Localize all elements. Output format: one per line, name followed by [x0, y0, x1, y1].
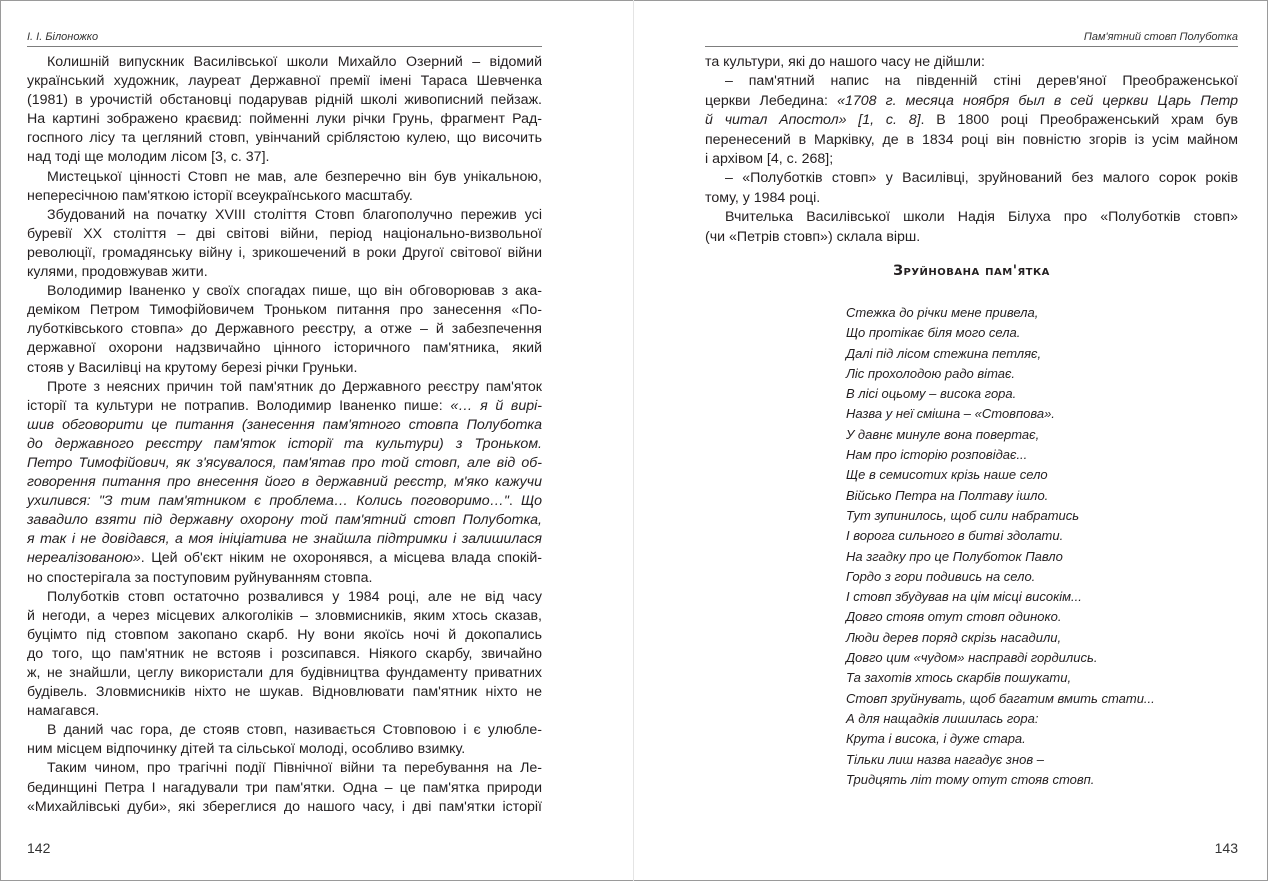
running-head-author: І. І. Білоножко [27, 31, 542, 47]
poem-line: Крута і висока, і дуже стара. [846, 731, 1026, 747]
poem-line: Військо Петра на Полтаву ішло. [846, 487, 1049, 503]
poem-line: Ліс прохолодою радо вітає. [846, 365, 1016, 381]
text-line: В даний час гора, де стояв стовп, називається Стовповою і є улюбле- [47, 722, 542, 739]
text-line: Колишній випускник Василівської школи Михайло Озерний – відомий [47, 54, 542, 70]
italic-quote-segment: шив обговорити це питання (занесення пам'ятного стовпа Полуботка [27, 416, 542, 433]
poem [846, 303, 1155, 790]
text-line: кулями, продовжував жити. [27, 264, 208, 281]
text-line: над тоді ще молодим лісом [3, с. 37]. [27, 149, 270, 166]
italic-quote-segment: Що [521, 493, 542, 510]
text-line [27, 435, 542, 454]
text-line: (чи «Петрів стовп») склала вірш. [705, 228, 921, 245]
poem-line: В лісі оцьому – висока гора. [846, 386, 1017, 402]
text-line: буцімто під стовпом закопано скарб. Ну вони якоїсь ночі й докопались [27, 626, 542, 643]
text-line: Проте з неясних причин той пам'ятник до Державного реєстру пам'яток [47, 378, 542, 395]
text-line: «Михайлівські дуби», які збереглися до нашого часу, і дві пам'ятки історії [27, 798, 542, 815]
poem-line: Люди дерев поряд скрізь насадили, [846, 629, 1062, 645]
poem-line: У давнє минуле вона повертає, [846, 426, 1040, 442]
text-line: луботківського стовпа» до Державного реєстру, а отже – й забезпечення [27, 321, 542, 338]
text-line: Вчителька Василівської школи Надія Білуха про «Полуботків стовп» [725, 209, 1238, 226]
text-line [27, 549, 542, 568]
page-number: 143 [1214, 840, 1238, 856]
italic-quote-segment: я так і не довідався, а моя ініціатива не знайшла підтримки і залишилася [27, 531, 542, 548]
gutter [633, 0, 634, 881]
poem-line: Далі під лісом стежина петляє, [846, 345, 1042, 361]
text-line: український художник, лауреат Державної премії імені Тараса Шевченка [27, 73, 542, 90]
poem-line: Нам про історію розповідає... [846, 447, 1028, 463]
text-line: й негоди, а через місцевих алкоголіків – зловмисників, яким хтось сказав, [27, 607, 542, 624]
text-line [27, 492, 542, 511]
poem-line: Ще в семисотих крізь наше село [846, 467, 1048, 483]
right-page [705, 0, 1238, 881]
italic-quote-segment: до державного реєстру пам'яток історії та культури) з Троньком. [27, 435, 542, 452]
text-line: буревії XX століття – дві світові війни, період національно-визвольної [27, 225, 542, 242]
page-number: 142 [27, 840, 51, 856]
italic-quote-segment: нереалізованою» [27, 550, 141, 567]
text-line: (1981) в урочистій обстановці подарував рідній школі живописний пейзаж. [27, 92, 542, 109]
text-line [27, 416, 542, 435]
text-line: бединщині Петра І нагадували три пам'ятки. Одна – це пам'ятка природи [27, 779, 542, 796]
text-line: до того, що пам'ятник не встояв і розсипався. Ніякого скарбу, звичайно [27, 645, 542, 662]
left-page [27, 0, 542, 881]
text-line [705, 111, 1238, 130]
text-line [27, 511, 542, 530]
text-line: намагався. [27, 703, 100, 720]
italic-quote-segment: Петро Тимофійович, як з'ясувалося, пам'ятав про той стовп, але від об- [27, 454, 542, 471]
text-line: госпного лісу та цегляний стовп, увінчаний сріблястою кулею, що височить [27, 130, 542, 147]
text-line: Мистецької цінності Стовп не мав, але безперечно він був унікальною, [47, 168, 542, 185]
italic-quote-segment: завадило взяти під державну охорону той пам'ятний стовп Полуботка, [27, 512, 542, 529]
text-line: Полуботків стовп остаточно розвалився у 1984 році, але не від часу [47, 588, 542, 605]
poem-line: Що протікає біля мого села. [846, 325, 1021, 341]
poem-line: Тридцять літ тому отут стояв стовп. [846, 771, 1095, 787]
text-line: – пам'ятний напис на південній стіні дерев'яної Преображенської [725, 73, 1238, 90]
text-line: Збудований на початку XVIII століття Стовп благополучно пережив усі [47, 206, 542, 223]
text-line: державної охорони надзвичайно цінного історичного пам'ятника, який [27, 340, 542, 357]
text-line [27, 530, 542, 549]
poem-line: Та захотів хтось скарбів пошукати, [846, 670, 1072, 686]
text-line: стояв у Василівці на крутому березі річки Груньки. [27, 359, 358, 376]
text-line: На картині зображено краєвид: пойменні луки річки Грунь, фрагмент Рад- [27, 111, 542, 128]
poem-line: Назва у неї смішна – «Стовпова». [846, 406, 1055, 422]
text-segment: історії та культури не потрапив. Володимир Іваненко пише: [27, 397, 451, 414]
text-line: Таким чином, про трагічні події Північної війни та перебування на Ле- [47, 760, 542, 777]
poem-line: Довго цим «чудом» насправді гордились. [846, 650, 1098, 666]
poem-line: І ворога сильного в битві здолати. [846, 528, 1064, 544]
text-line: ним місцем відпочинку дітей та сільської молоді, особливо взимку. [27, 741, 466, 758]
text-line [27, 397, 542, 416]
text-line: та культури, які до нашого часу не дійшли: [705, 54, 985, 70]
poem-line: Стежка до річки мене привела, [846, 305, 1039, 320]
italic-quote-segment: «1708 г. месяца ноября был в сей церкви Царь Петр [837, 92, 1238, 109]
poem-line: Стовп зруйнувать, щоб багатим вмить стати... [846, 690, 1155, 706]
text-line: Володимир Іваненко у своїх спогадах пише, що він обговорював з ака- [47, 283, 542, 300]
text-line [705, 92, 1238, 111]
text-line: ж, не знайшли, цеглу використали для будівництва фундаменту приватних [27, 665, 542, 681]
text-line: тому, у 1984 році. [705, 189, 821, 206]
text-line: но спостерігала за поступовим руйнуванням стовпа. [27, 569, 373, 586]
text-segment: . Цей об'єкт ніким не охоронявся, а місцева влада спокій- [140, 550, 542, 567]
italic-quote-segment: «… я й вирі- [450, 397, 542, 414]
poem-line: Довго стояв отут стовп одиноко. [846, 609, 1062, 625]
running-head-title: Пам'ятний стовп Полуботка [705, 31, 1238, 47]
text-segment: . [508, 493, 522, 510]
poem-line: Тільки лиш назва нагадує знов – [846, 751, 1044, 767]
text-line [27, 454, 542, 473]
text-line [27, 473, 542, 492]
left-page-body [27, 53, 542, 817]
text-line: революції, громадянську війну і, зрикошечений в роки Другої світової війни [27, 244, 542, 261]
italic-quote-segment: ухилився: "З тим пам'ятником є проблема… Колись поговоримо…" [27, 493, 509, 510]
text-line: непересічною пам'яткою історії всеукраїнського масштабу. [27, 187, 413, 204]
text-line: – «Полуботків стовп» у Василівці, зруйнований без малого сорок років [725, 170, 1238, 187]
poem-line: І стовп збудував на цім місці високім... [846, 589, 1082, 605]
text-line: деміком Петром Тимофійовичем Троньком питання про занесення «По- [27, 302, 542, 319]
poem-line: Гордо з гори подивись на село. [846, 568, 1036, 584]
poem-line: На згадку про це Полуботок Павло [846, 548, 1063, 564]
poem-title: Зруйнована пам'ятка [893, 263, 1050, 279]
right-page-body [705, 53, 1238, 247]
text-segment: . В 1800 році Преображенський храм був [920, 112, 1238, 129]
poem-line: А для нащадків лишилась гора: [846, 710, 1039, 726]
text-segment: церкви Лебедина: [705, 92, 838, 109]
italic-quote-segment: й читал Апостол» [1, с. 8] [705, 112, 921, 129]
text-line: перенесений в Марківку, де в 1834 році він повністю згорів із усім майном [705, 131, 1238, 148]
poem-line: Тут зупинилось, щоб сили набратись [846, 507, 1080, 523]
text-line: і архівом [4, с. 268]; [705, 151, 834, 168]
italic-quote-segment: говорення питання про внесення його в державний реєстр, м'яко кажучи [27, 474, 542, 491]
text-line: будівель. Зловмисників ніхто не шукав. Відновлювати пам'ятник ніхто не [27, 684, 542, 701]
